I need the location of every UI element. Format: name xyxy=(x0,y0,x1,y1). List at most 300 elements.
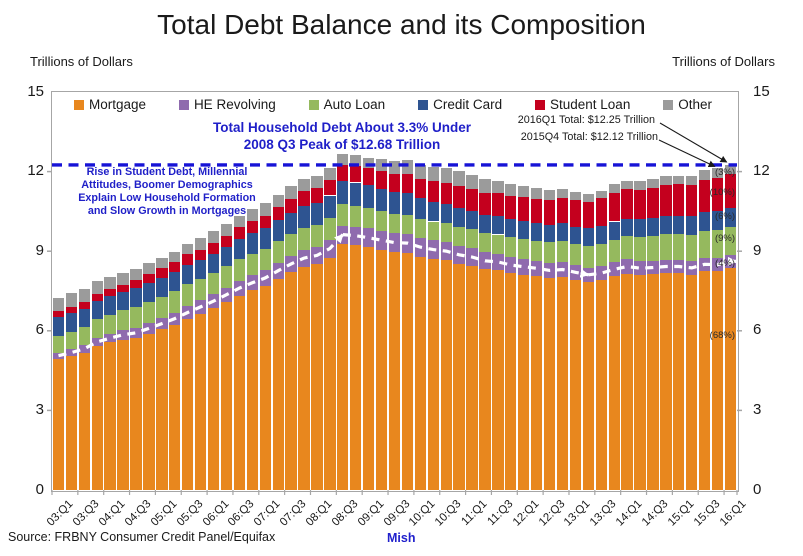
bar-segment-student-loan xyxy=(169,262,180,272)
bar-segment-other xyxy=(686,176,697,185)
bar-segment-student-loan xyxy=(221,236,232,247)
bar-segment-he-revolving xyxy=(130,328,141,338)
bar-segment-mortgage xyxy=(609,276,620,490)
bar-segment-credit-card xyxy=(570,227,581,245)
bar-segment-he-revolving xyxy=(518,259,529,275)
pct-label-9: (9%) xyxy=(714,233,735,245)
bar-segment-mortgage xyxy=(505,273,516,490)
legend-item-other xyxy=(663,97,712,112)
bar-segment-mortgage xyxy=(686,275,697,490)
x-tick-label-14:Q3: 14:Q3 xyxy=(639,498,671,529)
bar-segment-student-loan xyxy=(673,184,684,216)
bar-segment-auto-loan xyxy=(324,218,335,239)
bar-segment-credit-card xyxy=(673,216,684,234)
bar-segment-other xyxy=(518,186,529,197)
bar-segment-he-revolving xyxy=(285,256,296,272)
bar-segment-other xyxy=(415,165,426,179)
pct-label-10: (10%) xyxy=(709,186,735,198)
bar-segment-student-loan xyxy=(311,188,322,203)
bar-segment-student-loan xyxy=(686,185,697,217)
bar-segment-other xyxy=(699,170,710,180)
bar-segment-credit-card xyxy=(350,183,361,206)
legend-label: Student Loan xyxy=(550,97,631,112)
bar-segment-credit-card xyxy=(686,216,697,235)
bar-segment-other xyxy=(466,175,477,189)
bar-segment-credit-card xyxy=(273,220,284,241)
annotation-demographics-line1: Rise in Student Debt, Millennial xyxy=(86,166,248,178)
x-tick-label-03:Q3: 03:Q3 xyxy=(71,498,102,529)
bar-segment-other xyxy=(130,269,141,280)
bar-segment-he-revolving xyxy=(492,254,503,271)
bar-13:Q1 xyxy=(570,92,581,490)
bar-segment-student-loan xyxy=(441,183,452,204)
annotation-demographics-note xyxy=(60,166,274,218)
bar-03:Q1 xyxy=(53,92,64,490)
bar-segment-he-revolving xyxy=(699,258,710,271)
x-tick-label-15:Q3: 15:Q3 xyxy=(691,498,723,529)
bar-segment-student-loan xyxy=(570,200,581,226)
legend-swatch-icon xyxy=(309,100,319,110)
legend xyxy=(74,97,712,112)
bar-segment-other xyxy=(441,168,452,182)
bar-segment-auto-loan xyxy=(221,266,232,287)
bar-segment-mortgage xyxy=(66,356,77,490)
bar-segment-mortgage xyxy=(247,290,258,490)
bar-04:Q3 xyxy=(130,92,141,490)
bar-segment-credit-card xyxy=(518,221,529,239)
bar-segment-he-revolving xyxy=(324,240,335,258)
bar-segment-credit-card xyxy=(143,283,154,302)
bar-segment-other xyxy=(311,176,322,188)
x-tick-label-15:Q1: 15:Q1 xyxy=(665,498,697,529)
bar-segment-student-loan xyxy=(389,174,400,192)
bar-segment-auto-loan xyxy=(518,239,529,258)
bar-segment-mortgage xyxy=(130,338,141,490)
bar-segment-he-revolving xyxy=(660,260,671,274)
bar-segment-auto-loan xyxy=(557,241,568,262)
bar-segment-auto-loan xyxy=(117,310,128,330)
bar-segment-other xyxy=(208,231,219,243)
bar-segment-mortgage xyxy=(324,258,335,490)
bar-segment-he-revolving xyxy=(104,334,115,343)
bar-segment-credit-card xyxy=(479,215,490,233)
y-tick-label-r-6: 6 xyxy=(753,321,762,339)
bar-segment-credit-card xyxy=(557,223,568,241)
y-tick-label-l-9: 9 xyxy=(35,241,44,259)
bar-segment-other xyxy=(647,179,658,187)
bar-segment-other xyxy=(492,181,503,193)
bar-segment-student-loan xyxy=(518,197,529,221)
bar-segment-other xyxy=(182,244,193,255)
bar-segment-other xyxy=(324,168,335,180)
bar-segment-credit-card xyxy=(699,212,710,231)
bar-segment-auto-loan xyxy=(156,297,167,318)
annotation-demographics-line2: Attitudes, Boomer Demographics xyxy=(81,179,253,191)
bar-segment-other xyxy=(143,263,154,273)
bar-segment-mortgage xyxy=(53,359,64,490)
x-tick-label-09:Q3: 09:Q3 xyxy=(381,498,412,529)
bar-segment-auto-loan xyxy=(143,302,154,323)
bar-segment-he-revolving xyxy=(247,275,258,290)
bar-12:Q4 xyxy=(557,92,568,490)
bar-segment-auto-loan xyxy=(53,336,64,353)
bar-segment-credit-card xyxy=(156,278,167,297)
bar-segment-he-revolving xyxy=(596,266,607,280)
x-tick-label-05:Q3: 05:Q3 xyxy=(174,498,206,529)
bar-segment-mortgage xyxy=(402,253,413,490)
x-tick-label-07:Q3: 07:Q3 xyxy=(277,498,309,529)
bar-segment-auto-loan xyxy=(260,249,271,270)
bar-14:Q2 xyxy=(634,92,645,490)
bar-segment-he-revolving xyxy=(208,294,219,308)
bar-segment-other xyxy=(402,160,413,174)
bar-segment-credit-card xyxy=(660,216,671,235)
bar-segment-he-revolving xyxy=(260,270,271,286)
bar-segment-other xyxy=(596,191,607,199)
bar-segment-credit-card xyxy=(389,192,400,213)
legend-item-auto-loan xyxy=(309,97,386,112)
bar-segment-auto-loan xyxy=(169,291,180,312)
bar-segment-auto-loan xyxy=(208,273,219,294)
bar-segment-other xyxy=(298,179,309,192)
bar-03:Q3 xyxy=(79,92,90,490)
bar-segment-student-loan xyxy=(273,207,284,220)
annotation-2016q1-total: 2016Q1 Total: $12.25 Trillion xyxy=(517,114,655,126)
x-tick-label-09:Q1: 09:Q1 xyxy=(355,498,387,529)
bar-segment-credit-card xyxy=(621,219,632,237)
pct-label-3: (3%) xyxy=(714,166,735,178)
bar-segment-he-revolving xyxy=(79,345,90,352)
bar-segment-mortgage xyxy=(583,282,594,490)
x-tick-label-10:Q3: 10:Q3 xyxy=(433,498,464,529)
bar-segment-credit-card xyxy=(492,216,503,234)
pct-label-4: (4%) xyxy=(714,258,735,270)
bar-segment-mortgage xyxy=(544,278,555,490)
legend-swatch-icon xyxy=(663,100,673,110)
bar-segment-credit-card xyxy=(428,202,439,222)
legend-item-credit-card xyxy=(418,97,502,112)
bar-14:Q4 xyxy=(660,92,671,490)
bar-segment-auto-loan xyxy=(104,315,115,334)
legend-label: Credit Card xyxy=(433,97,503,112)
bar-segment-auto-loan xyxy=(298,228,309,249)
bar-13:Q3 xyxy=(596,92,607,490)
bar-segment-auto-loan xyxy=(492,235,503,254)
bar-segment-auto-loan xyxy=(92,319,103,338)
bar-segment-student-loan xyxy=(130,280,141,289)
bar-segment-mortgage xyxy=(428,259,439,490)
bar-segment-other xyxy=(104,277,115,289)
bar-segment-auto-loan xyxy=(531,241,542,261)
bar-segment-student-loan xyxy=(621,189,632,218)
bar-segment-he-revolving xyxy=(234,281,245,296)
bar-segment-he-revolving xyxy=(557,262,568,277)
bar-segment-student-loan xyxy=(182,254,193,264)
bar-segment-other xyxy=(363,158,374,168)
bar-segment-other xyxy=(350,155,361,165)
bar-segment-auto-loan xyxy=(79,327,90,345)
legend-item-mortgage xyxy=(74,97,146,112)
bar-segment-mortgage xyxy=(260,286,271,490)
bar-segment-student-loan xyxy=(117,285,128,292)
y-tick-label-l-12: 12 xyxy=(27,162,44,180)
bar-segment-mortgage xyxy=(596,280,607,490)
bar-segment-mortgage xyxy=(169,325,180,490)
bar-segment-auto-loan xyxy=(389,214,400,233)
bar-segment-mortgage xyxy=(492,270,503,490)
bar-segment-credit-card xyxy=(609,222,620,240)
bar-segment-student-loan xyxy=(285,199,296,213)
bar-segment-credit-card xyxy=(337,181,348,204)
bar-segment-other xyxy=(273,195,284,208)
bar-segment-auto-loan xyxy=(182,284,193,306)
bar-segment-he-revolving xyxy=(53,353,64,359)
bar-segment-student-loan xyxy=(363,168,374,186)
bar-segment-other xyxy=(195,238,206,250)
bar-segment-he-revolving xyxy=(673,260,684,274)
bar-segment-student-loan xyxy=(544,200,555,225)
bar-segment-student-loan xyxy=(208,243,219,254)
bar-segment-he-revolving xyxy=(609,262,620,276)
bar-segment-auto-loan xyxy=(570,244,581,265)
bar-segment-student-loan xyxy=(609,193,620,222)
bar-segment-student-loan xyxy=(531,199,542,223)
bar-segment-mortgage xyxy=(699,271,710,490)
bar-segment-auto-loan xyxy=(402,215,413,234)
bar-segment-auto-loan xyxy=(337,204,348,225)
y-tick-label-l-3: 3 xyxy=(35,400,44,418)
bar-16:Q1 xyxy=(725,92,736,490)
bar-segment-other xyxy=(117,273,128,285)
bar-segment-credit-card xyxy=(66,313,77,331)
bar-segment-auto-loan xyxy=(479,233,490,252)
bar-segment-student-loan xyxy=(699,180,710,212)
annotation-demographics-line3: Explain Low Household Formation xyxy=(78,192,256,204)
x-tick-label-11:Q1: 11:Q1 xyxy=(459,498,490,529)
bar-segment-auto-loan xyxy=(505,237,516,256)
pct-label-6: (6%) xyxy=(714,210,735,222)
bar-segment-student-loan xyxy=(634,190,645,220)
legend-label: Auto Loan xyxy=(323,97,386,112)
bar-segment-credit-card xyxy=(285,213,296,234)
bar-segment-auto-loan xyxy=(453,227,464,246)
bar-segment-auto-loan xyxy=(311,225,322,246)
bar-segment-other xyxy=(221,224,232,236)
bar-segment-he-revolving xyxy=(415,238,426,257)
bar-segment-he-revolving xyxy=(479,252,490,269)
x-tick-label-16:Q1: 16:Q1 xyxy=(717,498,749,529)
bar-segment-mortgage xyxy=(531,276,542,490)
bar-segment-auto-loan xyxy=(428,222,439,241)
bar-segment-student-loan xyxy=(143,274,154,283)
bar-segment-auto-loan xyxy=(376,211,387,231)
x-tick-label-07:Q1: 07:Q1 xyxy=(252,498,283,529)
bar-segment-other xyxy=(609,184,620,192)
bar-segment-mortgage xyxy=(117,340,128,490)
bar-segment-he-revolving xyxy=(298,250,309,267)
bar-segment-credit-card xyxy=(117,292,128,311)
bar-segment-credit-card xyxy=(376,189,387,211)
x-tick-label-11:Q3: 11:Q3 xyxy=(485,498,516,529)
bar-segment-student-loan xyxy=(466,189,477,211)
bar-segment-student-loan xyxy=(104,289,115,296)
bar-15:Q4 xyxy=(712,92,723,490)
y-tick-label-r-15: 15 xyxy=(753,82,770,100)
bar-segment-auto-loan xyxy=(544,242,555,262)
bar-segment-student-loan xyxy=(596,198,607,225)
bar-segment-student-loan xyxy=(79,302,90,309)
bar-segment-other xyxy=(505,184,516,196)
bar-segment-student-loan xyxy=(376,171,387,189)
bar-segment-other xyxy=(544,190,555,200)
bar-segment-mortgage xyxy=(660,273,671,490)
bar-04:Q1 xyxy=(104,92,115,490)
bar-segment-student-loan xyxy=(66,307,77,314)
bar-segment-he-revolving xyxy=(66,349,77,356)
x-tick-label-12:Q1: 12:Q1 xyxy=(510,498,542,529)
bar-segment-auto-loan xyxy=(583,246,594,267)
bar-segment-auto-loan xyxy=(285,234,296,256)
bar-segment-auto-loan xyxy=(699,231,710,258)
x-tick-label-06:Q3: 06:Q3 xyxy=(226,498,257,529)
bar-segment-credit-card xyxy=(453,208,464,227)
bar-segment-mortgage xyxy=(234,296,245,490)
bar-segment-mortgage xyxy=(208,308,219,490)
bar-segment-credit-card xyxy=(247,233,258,254)
y-axis-title-left: Trillions of Dollars xyxy=(30,54,133,69)
bar-segment-he-revolving xyxy=(634,261,645,275)
bar-segment-he-revolving xyxy=(647,261,658,275)
source-note: Source: FRBNY Consumer Credit Panel/Equifax xyxy=(8,530,276,544)
bar-segment-student-loan xyxy=(660,185,671,216)
bar-segment-other xyxy=(92,281,103,294)
bar-segment-credit-card xyxy=(596,226,607,244)
bar-segment-credit-card xyxy=(583,228,594,246)
bar-segment-credit-card xyxy=(104,296,115,315)
bar-segment-he-revolving xyxy=(311,247,322,265)
bar-segment-student-loan xyxy=(298,191,309,206)
bar-segment-auto-loan xyxy=(647,236,658,261)
bar-segment-auto-loan xyxy=(130,307,141,327)
bar-segment-student-loan xyxy=(156,268,167,278)
bar-segment-mortgage xyxy=(285,272,296,490)
bar-segment-mortgage xyxy=(79,353,90,490)
bar-segment-credit-card xyxy=(647,218,658,236)
bar-segment-student-loan xyxy=(234,227,245,239)
bar-segment-credit-card xyxy=(311,203,322,225)
bar-segment-he-revolving xyxy=(156,318,167,330)
bar-segment-student-loan xyxy=(557,198,568,224)
bar-segment-auto-loan xyxy=(673,234,684,260)
bar-segment-other xyxy=(53,298,64,311)
bar-segment-auto-loan xyxy=(363,208,374,228)
bar-segment-mortgage xyxy=(725,268,736,490)
bar-segment-credit-card xyxy=(130,288,141,307)
bar-segment-auto-loan xyxy=(609,240,620,263)
bar-segment-mortgage xyxy=(389,252,400,490)
bar-segment-auto-loan xyxy=(596,244,607,267)
bar-segment-auto-loan xyxy=(466,229,477,248)
legend-item-student-loan xyxy=(535,97,630,112)
bar-segment-credit-card xyxy=(544,225,555,243)
bar-segment-auto-loan xyxy=(273,241,284,262)
bar-segment-mortgage xyxy=(557,277,568,490)
bar-segment-student-loan xyxy=(92,294,103,301)
bar-segment-mortgage xyxy=(298,267,309,490)
bar-segment-mortgage xyxy=(156,329,167,490)
bar-13:Q4 xyxy=(609,92,620,490)
bar-15:Q3 xyxy=(699,92,710,490)
legend-label: Other xyxy=(678,97,712,112)
bar-segment-other xyxy=(479,179,490,193)
x-tick-label-04:Q3: 04:Q3 xyxy=(122,498,154,529)
bar-segment-auto-loan xyxy=(350,206,361,227)
bar-segment-credit-card xyxy=(169,272,180,291)
bar-segment-other xyxy=(673,176,684,185)
bar-segment-other xyxy=(66,293,77,306)
bar-segment-mortgage xyxy=(363,247,374,490)
bar-segment-credit-card xyxy=(415,198,426,218)
bar-segment-credit-card xyxy=(466,211,477,230)
bar-segment-he-revolving xyxy=(621,259,632,273)
bar-segment-mortgage xyxy=(634,275,645,490)
x-tick-label-08:Q3: 08:Q3 xyxy=(329,498,361,529)
x-tick-label-04:Q1: 04:Q1 xyxy=(97,498,128,529)
y-tick-label-r-9: 9 xyxy=(753,241,762,259)
annotation-peak-line2: 2008 Q3 Peak of $12.68 Trillion xyxy=(243,137,441,152)
annotation-peak-note xyxy=(152,119,532,153)
bar-segment-student-loan xyxy=(324,180,335,196)
bar-segment-he-revolving xyxy=(466,248,477,266)
bar-12:Q2 xyxy=(531,92,542,490)
bar-segment-mortgage xyxy=(104,342,115,490)
bar-segment-credit-card xyxy=(234,239,245,259)
bar-segment-other xyxy=(156,258,167,268)
bar-segment-he-revolving xyxy=(273,263,284,279)
bar-14:Q3 xyxy=(647,92,658,490)
bar-segment-mortgage xyxy=(621,274,632,491)
bar-segment-auto-loan xyxy=(441,223,452,242)
bar-segment-he-revolving xyxy=(363,228,374,247)
bar-segment-mortgage xyxy=(273,279,284,490)
bar-segment-auto-loan xyxy=(415,219,426,238)
bar-segment-he-revolving xyxy=(376,231,387,250)
legend-item-he-revolving xyxy=(179,97,276,112)
bar-segment-mortgage xyxy=(92,346,103,490)
annotation-peak-line1: Total Household Debt About 3.3% Under xyxy=(212,120,471,135)
bar-segment-he-revolving xyxy=(402,234,413,253)
bar-segment-student-loan xyxy=(492,193,503,216)
bar-segment-auto-loan xyxy=(660,234,671,259)
bar-segment-he-revolving xyxy=(453,246,464,264)
x-tick-label-14:Q1: 14:Q1 xyxy=(613,498,645,529)
bar-segment-he-revolving xyxy=(544,263,555,278)
bar-segment-mortgage xyxy=(518,275,529,490)
y-tick-label-l-6: 6 xyxy=(35,321,44,339)
bar-segment-mortgage xyxy=(570,280,581,490)
annotation-2015q4-total: 2015Q4 Total: $12.12 Trillion xyxy=(520,131,658,143)
bar-segment-other xyxy=(570,192,581,200)
bar-04:Q2 xyxy=(117,92,128,490)
bar-segment-mortgage xyxy=(311,264,322,490)
bar-segment-mortgage xyxy=(221,302,232,490)
legend-label: Mortgage xyxy=(89,97,147,112)
bar-segment-other xyxy=(79,289,90,302)
bar-segment-mortgage xyxy=(337,244,348,490)
bar-segment-mortgage xyxy=(647,274,658,490)
bar-segment-student-loan xyxy=(453,186,464,207)
bar-segment-mortgage xyxy=(441,260,452,490)
